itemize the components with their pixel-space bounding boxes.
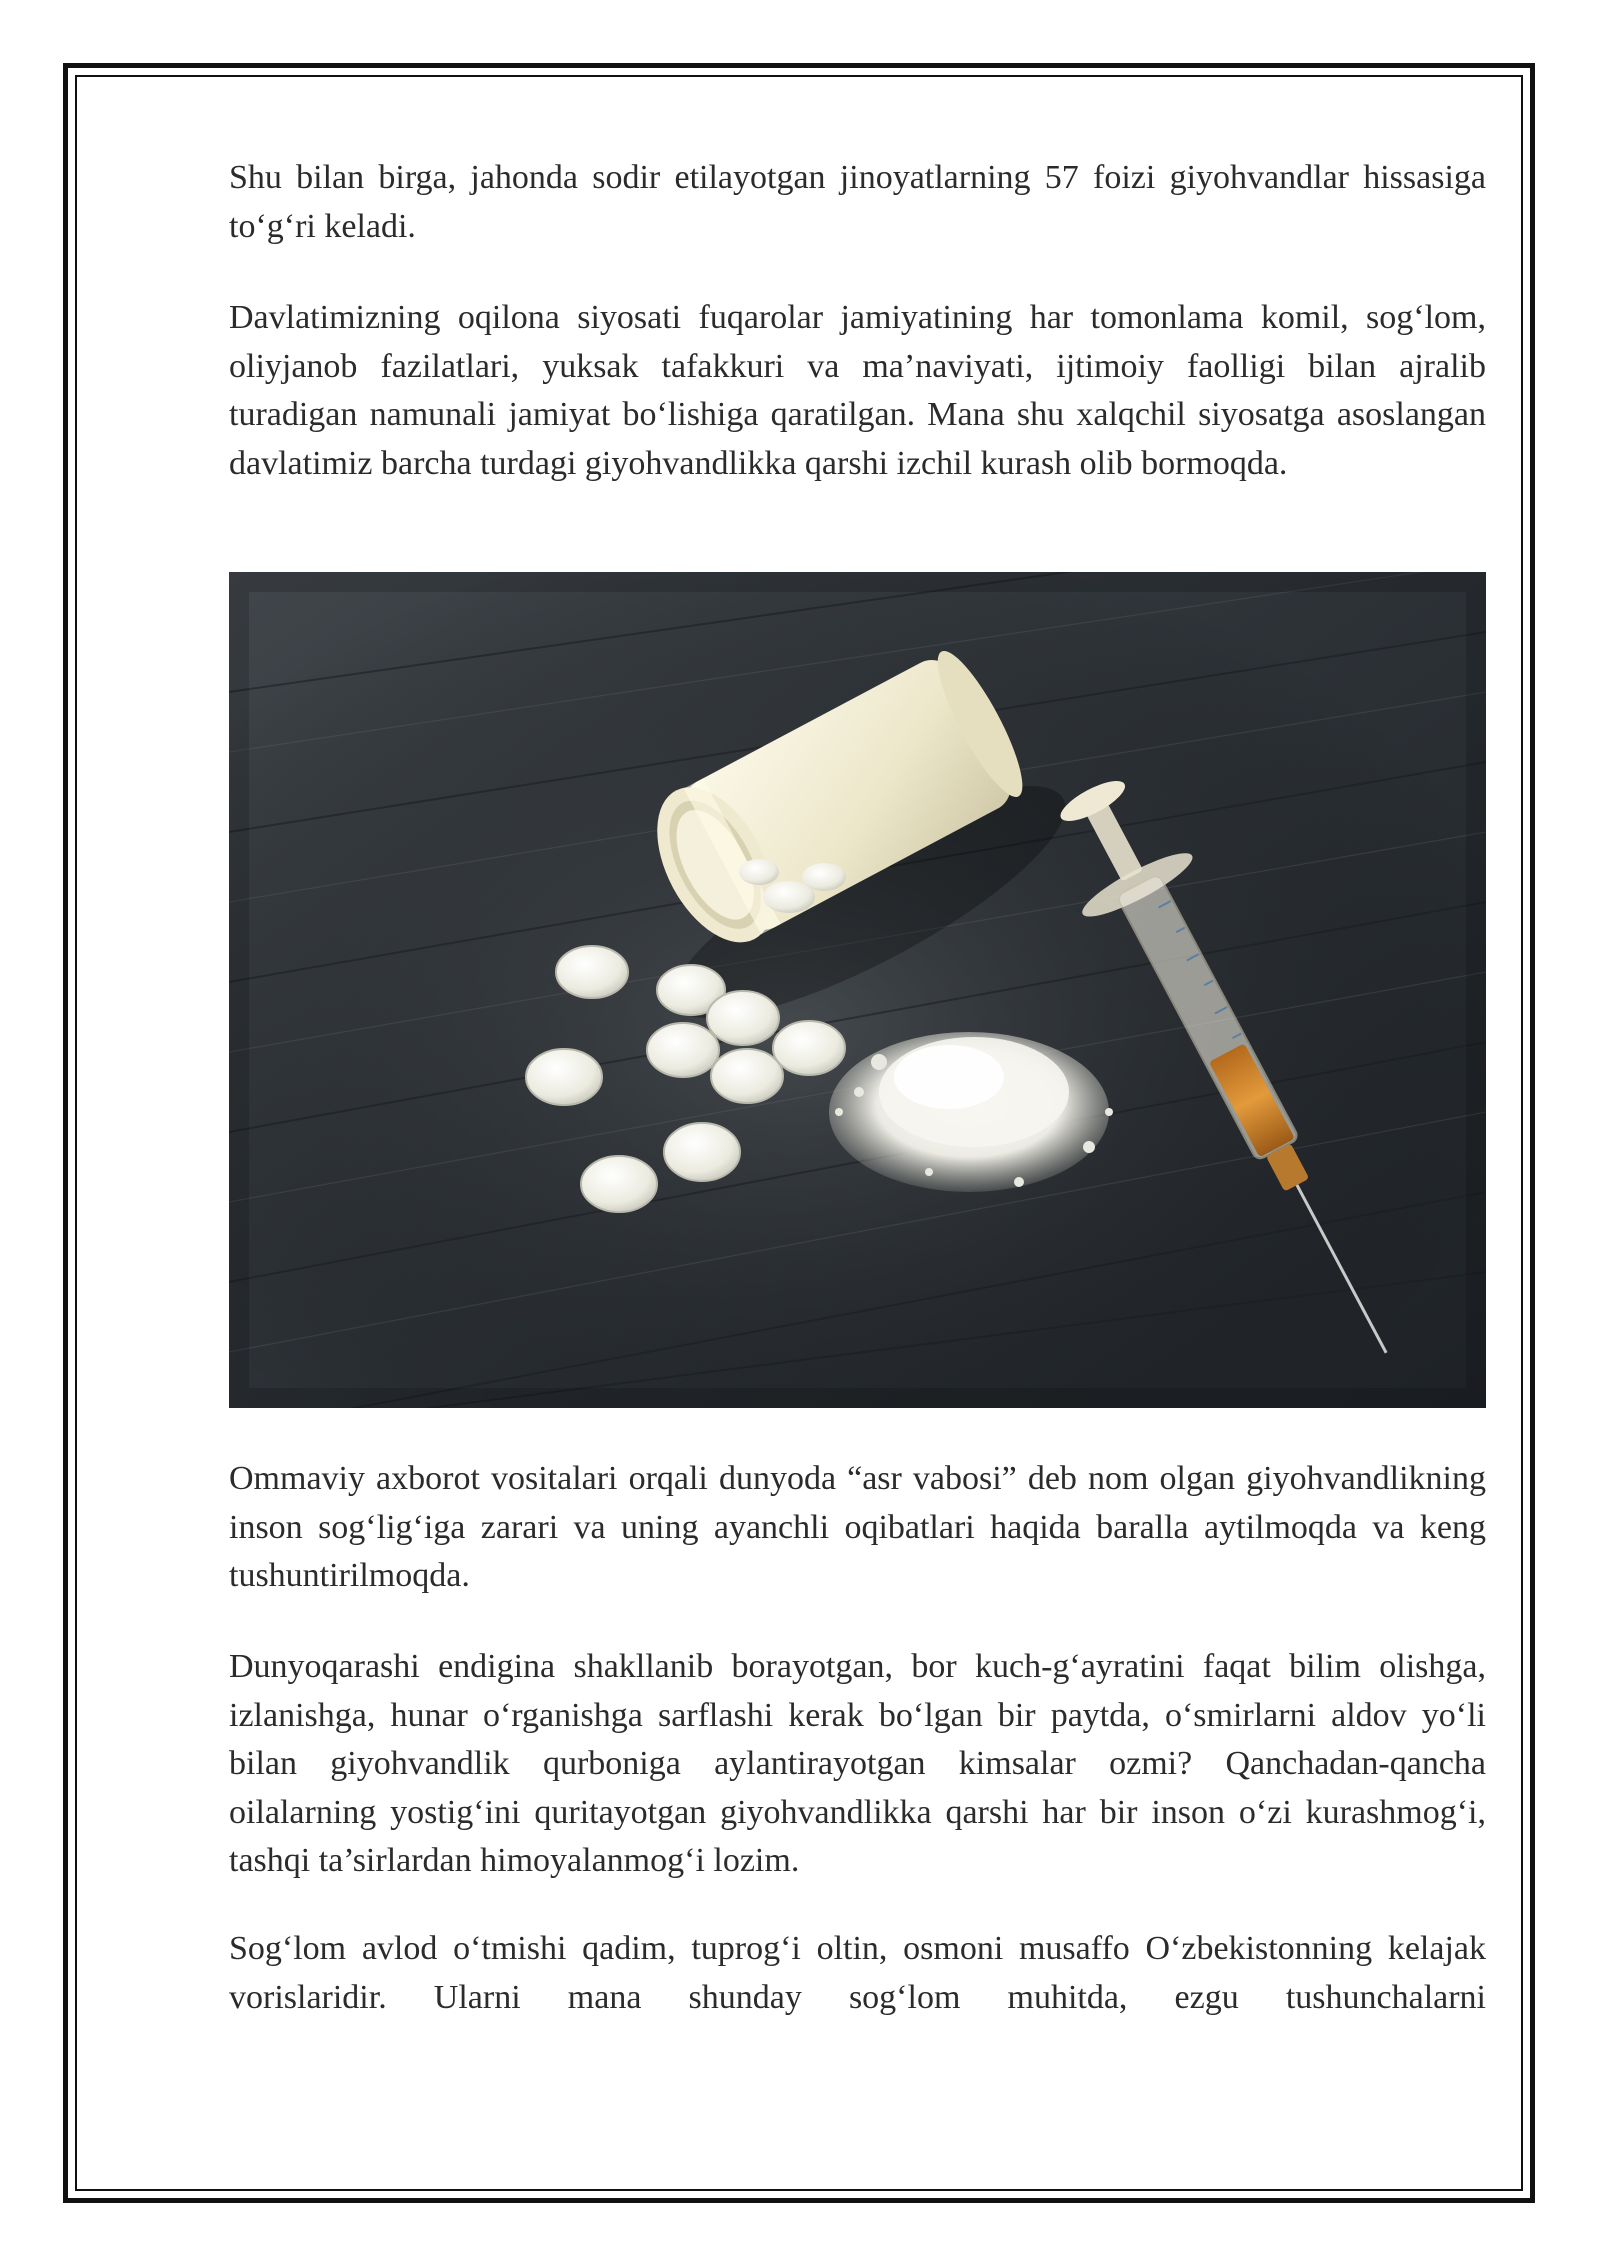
paragraph-youth: Dunyoqarashi endigina shakllanib borayotgan, bor kuch-g‘ayratini faqat bilim olishga, izlanishga, hunar o‘rganishga sarflashi kerak bo‘lgan bir paytda, o‘smirlarni aldov yo‘li bilan giyohvandlik qurboniga aylantirayotgan kimsalar ozmi? Qanchadan-qancha oilalarning yostig‘ini quritayotgan giyohvandlikka qarshi har bir inson o‘zi kurashmog‘i, tashqi ta’sirlardan himoyalanmog‘i lozim. bbox=[229, 1648, 1486, 1879]
paragraph-media: Ommaviy axborot vositalari orqali dunyoda “asr vabosi” deb nom olgan giyohvandlikning inson sog‘lig‘iga zarari va uning ayanchli oqibatlari haqida baralla aytilmoqda va keng tushuntirilmoqda. bbox=[229, 1460, 1486, 1594]
paragraph-state-policy: Davlatimizning oqilona siyosati fuqarolar jamiyatining har tomonlama komil, sog‘lom, oliyjanob fazilatlari, yuksak tafakkuri va ma’naviyati, ijtimoiy faolligi bilan ajralib turadigan namunali jamiyat bo‘lishiga qaratilgan. Mana shu xalqchil siyosatga asoslangan davlatimiz barcha turdagi giyohvandlikka qarshi izchil kurash olib bormoqda. bbox=[229, 299, 1486, 482]
paragraph-healthy-generation: Sog‘lom avlod o‘tmishi qadim, tuprog‘i oltin, osmoni musaffo O‘zbekistonning kelajak vorislaridir. Ularni mana shunday sog‘lom muhitda, ezgu tushunchalarni bbox=[229, 1930, 1486, 2016]
paragraph-crime-statistic: Shu bilan birga, jahonda sodir etilayotgan jinoyatlarning 57 foizi giyohvandlar hissasiga to‘g‘ri keladi. bbox=[229, 159, 1486, 245]
drugs-photo bbox=[229, 572, 1486, 1408]
